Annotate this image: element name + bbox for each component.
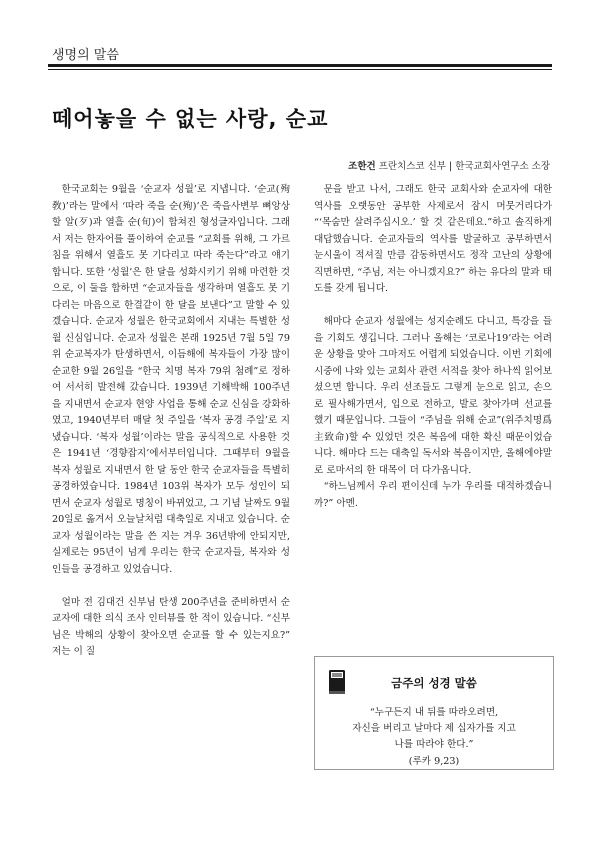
paragraph: 얼마 전 김대건 신부님 탄생 200주년을 준비하면서 순교자에 대한 의식 조사 인터뷰를 한 적이 있습니다. “신부님은 박해의 상황이 찾아오면 순교를 할 수 있는지요?” 저는 이 질: [52, 596, 290, 657]
verse-line: 자신을 버리고 날마다 제 십자가를 지고: [352, 723, 516, 734]
author-affiliation: 프란치스코 신부 | 한국교회사연구소 소장: [375, 161, 550, 172]
paragraph: 한국교회는 9월을 ‘순교자 성월’로 지냅니다. ‘순교(殉敎)’라는 말에서 ‘따라 죽을 순(殉)’은 죽을사변부 뼈앙상할 알(歹)과 열흘 순(旬)이 합쳐진 형성글자입니다. 그래서 저는 한자어를 풀이하여 순교를 “교회를 위해, 그 가르침을 위해서 열흘도 못 기다리고 따라 죽는다”라고 얘기합니다. 또한 ‘성월’은 한 달을 성화시키기 위해 마련한 것으로, 이 둘을 합하면 “순교자들을 생각하며 열흘도 못 기다리는 마음으로 한결같이 한 달을 보낸다”고 말할 수 있겠습니다. 순교자 성월은 한국교회에서 지내는 특별한 성월 신심입니다. 순교자 성월은 본래 1925년 7월 5일 79위 순교복자가 탄생하면서, 이듬해에 복자들이 가장 많이 순교한 9월 26일을 “한국 치명 복자 79위 첨례”로 정하여 서서히 발전해 갔습니다. 1939년 기해박해 100주년을 지내면서 순교자 현양 사업을 통해 순교 신심을 강화하였고, 1940년부터 매달 첫 주일을 ‘복자 공경 주일’로 지냈습니다. ‘복자 성월’이라는 말을 공식적으로 사용한 것은 1941년 ‘경향잡지’에서부터입니다. 그때부터 9월을 복자 성월로 지내면서 한 달 동안 한국 순교자들을 특별히 공경하였습니다. 1984년 103위 복자가 모두 성인이 되면서 순교자 성월로 명칭이 바뀌었고, 그 기념 날짜도 9월 20일로 옮겨서 오늘날처럼 대축일로 지내고 있습니다. 순교자 성월이라는 말을 쓴 지는 겨우 36년밖에 안되지만, 실제로는 95년이 넘게 우리는 한국 순교자들, 복자와 성인들을 공경하고 있었습니다.: [52, 184, 290, 575]
verse-box-title: 금주의 성경 말씀: [391, 676, 477, 690]
article-column-left: [52, 182, 290, 661]
paragraph: “하느님께서 우리 편이신데 누가 우리를 대적하겠습니까?” 아멘.: [314, 481, 552, 509]
verse-line: 나를 따라야 한다.”: [394, 739, 474, 750]
author-name: 조한건: [348, 161, 376, 172]
author-line: [348, 158, 550, 172]
header-rule-thin: [48, 69, 552, 70]
section-label: 생명의 말씀: [52, 48, 119, 63]
paragraph: 해마다 순교자 성월에는 성지순례도 다니고, 특강을 들을 기회도 생깁니다. 그러나 올해는 ‘코로나19’라는 어려운 상황을 맞아 그마저도 어렵게 되었습니다. 이번 기회에 시중에 나와 있는 교회사 관련 서적을 찾아 하나씩 읽어보셨으면 합니다. 우리 선조들도 그렇게 눈으로 읽고, 손으로 필사해가면서, 입으로 전하고, 발로 찾아가며 선교를 했기 때문입니다. 그들이 “주님을 위해 순교”(위주치명爲主致命)할 수 있었던 것은 복음에 대한 확신 때문이었습니다. 해마다 드는 대축일 독서와 복음이지만, 올해에야말로 로마서의 한 대목이 더 다가옵니다.: [314, 316, 552, 476]
paragraph: 문을 받고 나서, 그래도 한국 교회사와 순교자에 대한 역사를 오랫동안 공부한 사제로서 잠시 머뭇거리다가 “‘목숨만 살려주십시오.’ 할 것 같은데요.”하고 솔직하게 대답했습니다. 순교자들의 역사를 발굴하고 공부하면서 눈시울이 적셔질 만큼 감동하면서도 정작 고난의 상황에 직면하면, “주님, 저는 아니겠지요?” 하는 유다의 말과 태도를 갖게 됩니다.: [314, 184, 552, 294]
verse-line: “누구든지 내 뒤를 따라오려면,: [369, 707, 499, 718]
article-column-right: [314, 182, 552, 512]
verse-text: [331, 705, 537, 753]
header-rule-thick: [48, 64, 552, 67]
article-title: 떼어놓을 수 없는 사랑, 순교: [52, 107, 329, 131]
weekly-verse-box: [314, 656, 554, 770]
verse-reference: (루카 9,23): [408, 756, 460, 767]
